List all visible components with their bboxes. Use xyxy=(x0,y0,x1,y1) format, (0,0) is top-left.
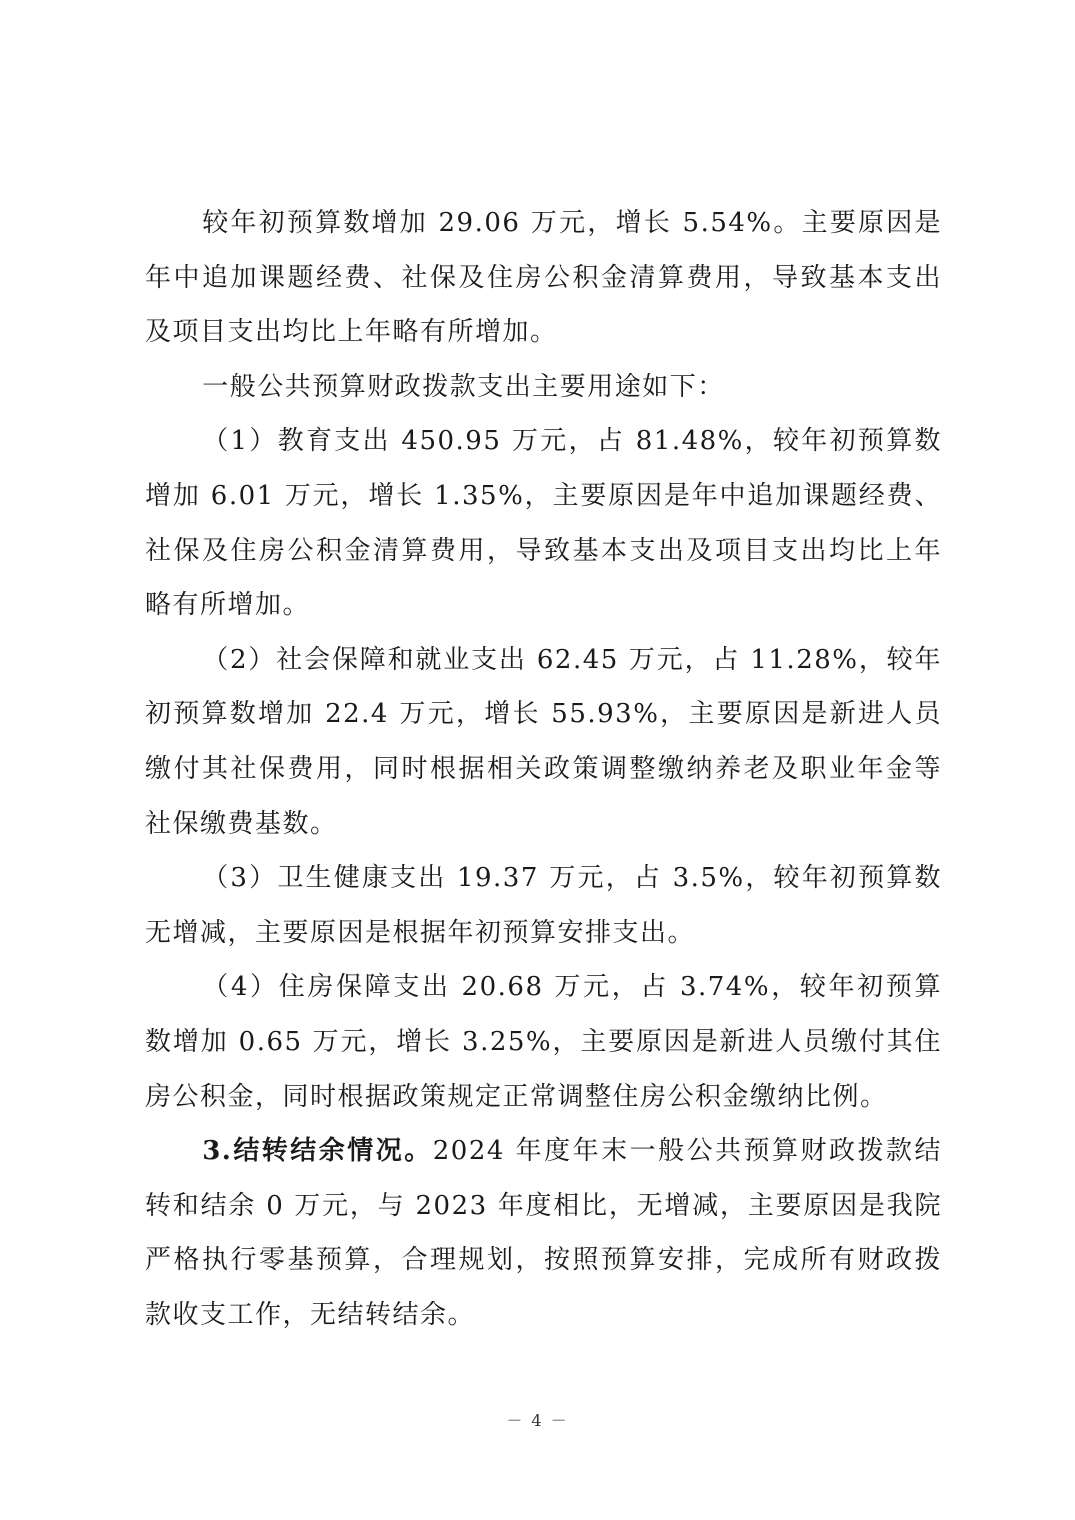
paragraph-housing-expenditure: （4）住房保障支出 20.68 万元，占 3.74%，较年初预算数增加 0.65 万元，增长 3.25%，主要原因是新进人员缴付其住房公积金，同时根据政策规定正常调整住房公积金缴纳比例。 xyxy=(145,972,942,1112)
carryover-text: 2024 年度年末一般公共预算财政拨款结转和结余 0 万元，与 2023 年度相比，无增减，主要原因是我院严格执行零基预算，合理规划，按照预算安排，完成所有财政拨款收支工作，无结转结余。 xyxy=(145,1136,942,1330)
paragraph-education-expenditure: （1）教育支出 450.95 万元，占 81.48%，较年初预算数增加 6.01 万元，增长 1.35%，主要原因是年中追加课题经费、社保及住房公积金清算费用，导致基本支出及项目支出均比上年略有所增加。 xyxy=(145,426,942,621)
paragraph-social-security-expenditure: （2）社会保障和就业支出 62.45 万元，占 11.28%，较年初预算数增加 22.4 万元，增长 55.93%，主要原因是新进人员缴付其社保费用，同时根据相关政策调整缴纳养老及职业年金等社保缴费基数。 xyxy=(145,644,942,839)
page-number: － 4 － xyxy=(506,1411,569,1430)
body-text xyxy=(145,196,942,1342)
paragraph-budget-increase: 较年初预算数增加 29.06 万元，增长 5.54%。主要原因是年中追加课题经费、社保及住房公积金清算费用，导致基本支出及项目支出均比上年略有所增加。 xyxy=(145,208,942,348)
paragraph-expenditure-intro: 一般公共预算财政拨款支出主要用途如下： xyxy=(202,371,725,402)
paragraph-health-expenditure: （3）卫生健康支出 19.37 万元，占 3.5%，较年初预算数无增减，主要原因是根据年初预算安排支出。 xyxy=(145,863,942,948)
paragraph-carryover-balance xyxy=(145,1124,942,1342)
section-heading-carryover: 3.结转结余情况。 xyxy=(202,1136,433,1167)
